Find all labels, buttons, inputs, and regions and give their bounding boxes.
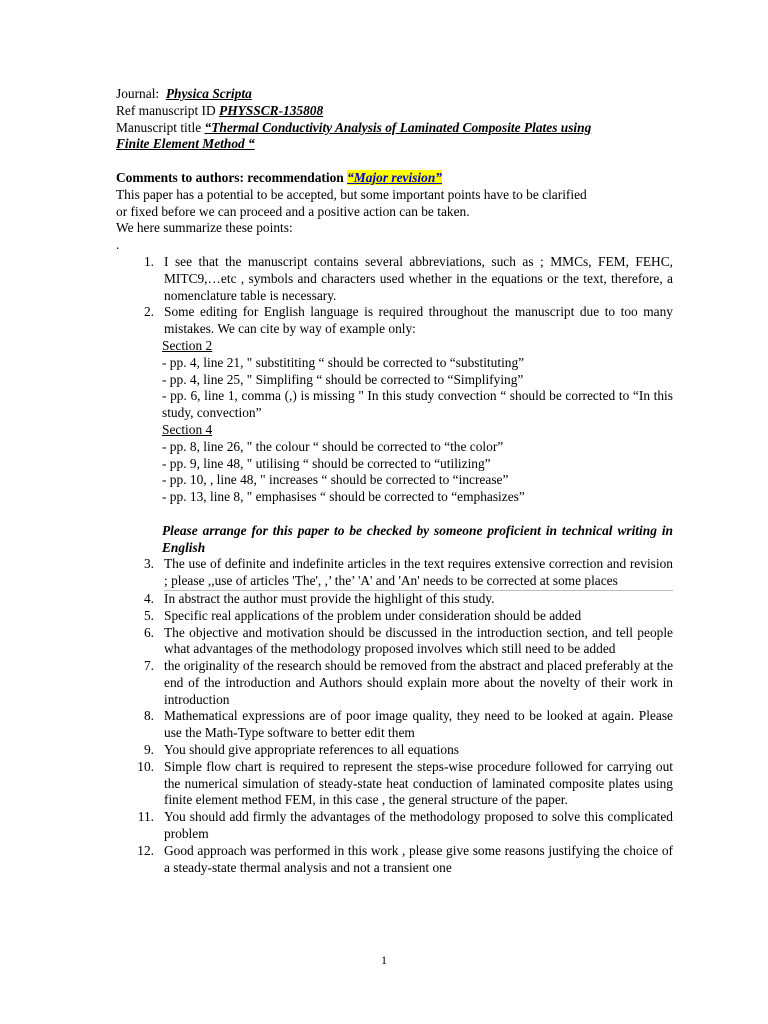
manuscript-title-part1: “Thermal Conductivity Analysis of Laminated Composite Plates using (204, 119, 592, 135)
item-number: 6. (143, 624, 154, 640)
item-number: 5. (143, 607, 154, 623)
intro-line: . (116, 237, 120, 253)
item-text: The use of definite and indefinite articles in the text requires extensive correction and revision ; please ,,use of articles 'The', ,’ the’ 'A' and 'An' needs to be corrected at some places (164, 556, 673, 589)
manuscript-title-line (116, 120, 673, 137)
manuscript-id-label: Ref manuscript ID (116, 102, 216, 118)
section-4-heading: Section 4 (162, 421, 213, 437)
item-text: The objective and motivation should be discussed in the introduction section, and tell people what advantages of the methodology proposed involves which still need to be added (164, 624, 673, 657)
item-text: You should add firmly the advantages of the methodology proposed to solve this complicated problem (164, 809, 673, 842)
item-text: Some editing for English language is required throughout the manuscript due to too many mistakes. We can cite by way of example only: (164, 304, 673, 337)
item-number: 12. (137, 842, 154, 858)
list-item (116, 254, 673, 304)
item-text: Specific real applications of the problem under consideration should be added (164, 607, 582, 623)
section-2-heading: Section 2 (162, 337, 213, 353)
intro-line: We here summarize these points: (116, 220, 293, 236)
correction-line: - pp. 4, line 21, " substititing “ should be corrected to “substituting” (162, 354, 525, 370)
spacer (116, 153, 673, 170)
item-number: 9. (143, 742, 154, 758)
item-number: 11. (137, 809, 154, 825)
journal-line (116, 86, 673, 103)
page-number: 1 (381, 953, 387, 967)
item-text: Good approach was performed in this work , please give some reasons justifying the choice of a steady-state thermal analysis and not a transient one (164, 842, 673, 875)
correction-line: - pp. 9, line 48, " utilising “ should be corrected to “utilizing” (162, 455, 491, 471)
points-list (116, 591, 673, 877)
item-number: 7. (143, 658, 154, 674)
list-item (116, 742, 673, 759)
list-item (116, 658, 673, 708)
correction-line: - pp. 8, line 26, " the colour “ should be corrected to “the color” (162, 438, 504, 454)
corrections-block (116, 338, 673, 506)
item-number: 2. (143, 304, 154, 320)
item-text: Mathematical expressions are of poor image quality, they need to be looked at again. Please use the Math-Type software to better edit them (164, 708, 673, 741)
manuscript-id: PHYSSCR-135808 (219, 102, 324, 118)
intro-line: This paper has a potential to be accepted, but some important points have to be clarified (116, 186, 587, 202)
list-item (116, 759, 673, 809)
list-item (116, 608, 673, 625)
english-proofreading-note: Please arrange for this paper to be checked by someone proficient in technical writing in English (162, 522, 673, 555)
list-item (116, 843, 673, 877)
list-item (116, 556, 673, 590)
manuscript-title-label: Manuscript title (116, 119, 202, 135)
correction-line: - pp. 10, , line 48, " increases “ should be corrected to “increase” (162, 472, 509, 488)
item-number: 10. (137, 758, 154, 774)
item-text: I see that the manuscript contains several abbreviations, such as ; MMCs, FEM, FEHC, MITC9,…etc , symbols and characters used whether in the equations or the text, therefore, a nomenclature table is necessary. (164, 253, 673, 303)
list-item (116, 809, 673, 843)
journal-name: Physica Scripta (165, 86, 252, 101)
recommendation-badge: “Major revision” (347, 169, 442, 185)
spacer (116, 506, 673, 523)
item-text: You should give appropriate references to all equations (164, 742, 460, 758)
document-page (116, 86, 673, 876)
list-item (116, 625, 673, 659)
comments-heading: Comments to authors: recommendation (116, 169, 344, 185)
item-number: 1. (143, 253, 154, 269)
manuscript-id-line (116, 103, 673, 120)
comments-heading-line (116, 170, 673, 187)
manuscript-title-part2: Finite Element Method “ (116, 136, 255, 152)
list-item (116, 591, 673, 608)
item-number: 4. (143, 590, 154, 606)
points-list (116, 254, 673, 338)
list-item (116, 304, 673, 338)
item-text: the originality of the research should be removed from the abstract and placed preferably at the end of the introduction and Authors should explain more about the novelty of their work in introduction (164, 658, 674, 707)
intro-line: or fixed before we can proceed and a positive action can be taken. (116, 203, 470, 219)
correction-line: - pp. 6, line 1, comma (,) is missing " In this study convection “ should be corrected to “In this study, convection” (162, 388, 673, 421)
journal-label: Journal: (116, 86, 160, 101)
item-text: Simple flow chart is required to represent the steps-wise procedure followed for carrying out the numerical simulation of steady-state heat conduction of laminated composite plates using finite element method FEM, in this case , the general structure of the paper. (164, 758, 673, 808)
correction-line: - pp. 13, line 8, " emphasises “ should be corrected to “emphasizes” (162, 489, 525, 505)
item-number: 8. (143, 708, 154, 724)
correction-line: - pp. 4, line 25, " Simplifing “ should be corrected to “Simplifying” (162, 371, 524, 387)
item-text: In abstract the author must provide the highlight of this study. (164, 590, 495, 606)
list-item (116, 708, 673, 742)
item-number: 3. (143, 556, 154, 572)
points-list (116, 556, 673, 590)
